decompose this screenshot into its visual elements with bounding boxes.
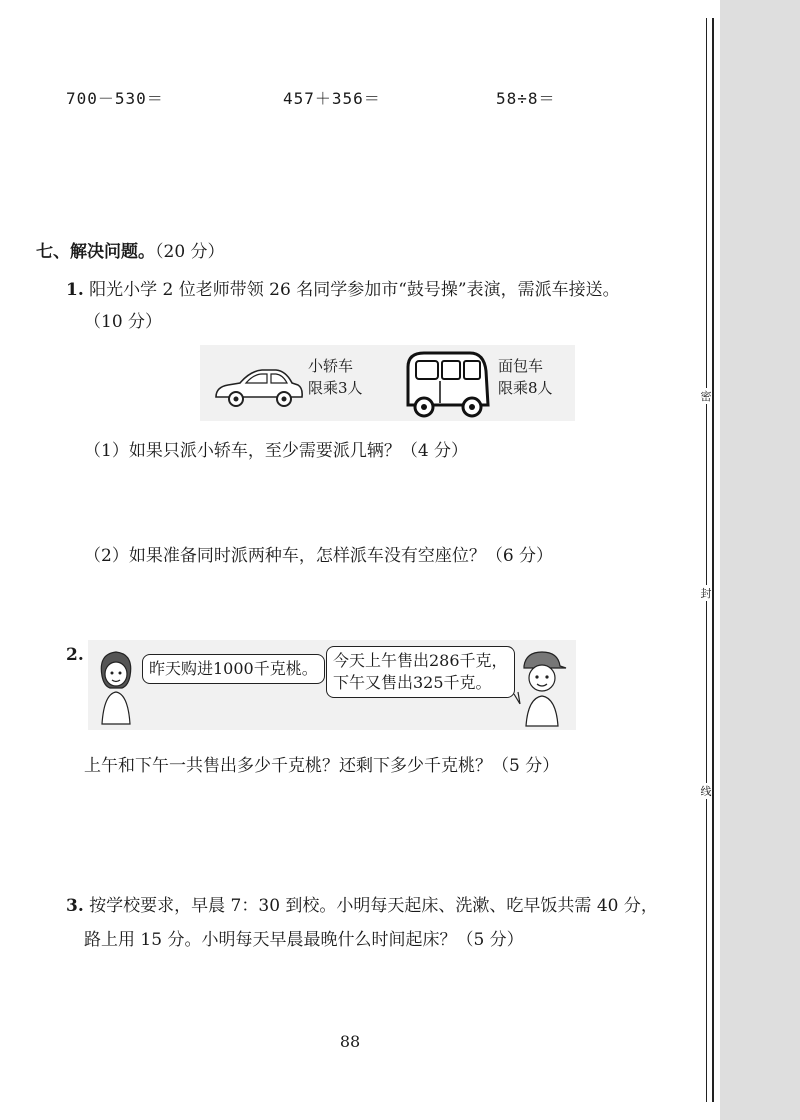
q1-number: 1. (66, 280, 84, 300)
dialogue-illustration (88, 640, 576, 730)
section-heading (36, 237, 225, 262)
q3-number: 3. (66, 896, 84, 916)
boy-icon (510, 644, 570, 728)
car-label (308, 355, 363, 399)
section-points: （20 分） (155, 242, 225, 262)
equation-1: 700－530＝ (66, 89, 164, 108)
van-label-capacity: 限乘8人 (498, 379, 553, 397)
seal-mark-xian: 线 (700, 785, 712, 798)
binding-margin (706, 0, 720, 1120)
seal-mark-feng: 封 (700, 587, 712, 600)
margin-line-left (706, 18, 707, 1102)
margin-line-right (712, 18, 714, 1102)
q2-number: 2. (66, 645, 84, 665)
q1-sub1: （1）如果只派小轿车，至少需要派几辆？（4 分） (84, 441, 469, 461)
van-icon (400, 345, 492, 421)
q1-line1: 阳光小学 2 位老师带领 26 名同学参加市“鼓号操”表演，需派车接送。 (89, 280, 620, 300)
q1-text (66, 275, 620, 300)
section-title: 七、解决问题。 (36, 242, 155, 262)
seal-mark-mi: 密 (700, 390, 712, 403)
q1-sub2: （2）如果准备同时派两种车，怎样派车没有空座位？（6 分） (84, 546, 554, 566)
boy-speech-line1: 今天上午售出286千克， (333, 651, 508, 670)
van-label (498, 355, 553, 399)
girl-speech-bubble: 昨天购进1000千克桃。 (142, 654, 325, 684)
car-icon (210, 357, 305, 417)
q3-text (66, 891, 658, 916)
page-number: 88 (339, 1032, 361, 1051)
equation-2: 457＋356＝ (283, 89, 381, 108)
boy-speech-bubble (326, 646, 515, 698)
boy-speech-line2: 下午又售出325千克。 (333, 673, 492, 692)
car-label-name: 小轿车 (308, 357, 354, 375)
q1-line2: （10 分） (84, 312, 163, 332)
q3-line1: 按学校要求，早晨 7：30 到校。小明每天起床、洗漱、吃早饭共需 40 分， (89, 896, 658, 916)
car-label-capacity: 限乘3人 (308, 379, 363, 397)
gray-edge-strip (720, 0, 800, 1120)
equation-3: 58÷8＝ (496, 89, 556, 108)
q2-question: 上午和下午一共售出多少千克桃？还剩下多少千克桃？（5 分） (84, 756, 560, 776)
van-label-name: 面包车 (498, 357, 544, 375)
girl-icon (92, 646, 140, 726)
q3-line2: 路上用 15 分。小明每天早晨最晚什么时间起床？（5 分） (84, 930, 524, 950)
vehicle-illustration (200, 345, 575, 421)
